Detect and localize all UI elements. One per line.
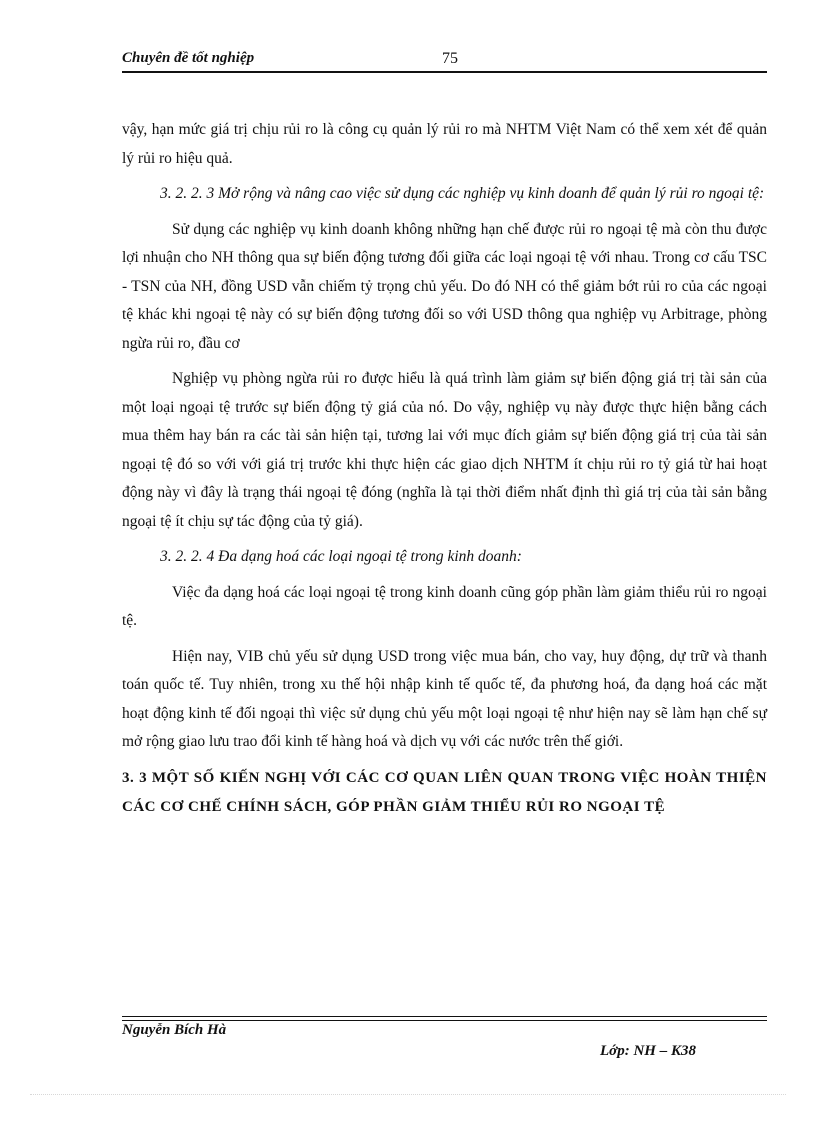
paragraph-hedging: Nghiệp vụ phòng ngừa rủi ro được hiểu là quá trình làm giảm sự biến động giá trị tài sản của một loại ngoại tệ trước sự biến động tỷ giá của nó. Do vậy, nghiệp vụ này được thực hiện bằng cách mua thêm hay bán ra các tài sản hiện tại, tương lai với mục đích giảm sự biến động giá trị của tài sản ngoại tệ đó so với với giá trị trước khi thực hiện các giao dịch NHTM ít chịu rủi ro tỷ giá từ hai hoạt động này vì đây là trạng thái ngoại tệ đóng (nghĩa là tại thời điểm nhất định thì giá trị của tài sản bằng ngoại tệ ít chịu sự tác động của tỷ giá). <box>122 370 767 530</box>
section-heading-3-3: 3. 3 MỘT SỐ KIẾN NGHỊ VỚI CÁC CƠ QUAN LIÊN QUAN TRONG VIỆC HOÀN THIỆN CÁC CƠ CHẾ CHÍNH SÁCH, GÓP PHẦN GIẢM THIỂU RỦI RO NGOẠI TỆ <box>122 769 767 815</box>
page-number: 75 <box>442 50 458 67</box>
paragraph-vib-usd: Hiện nay, VIB chủ yếu sử dụng USD trong việc mua bán, cho vay, huy động, dự trữ và thanh toán quốc tế. Tuy nhiên, trong xu thế hội nhập kinh tế quốc tế, đa phương hoá, đa dạng hoá các mặt hoạt động kinh tế đối ngoại thì việc sử dụng chủ yếu một loại ngoại tệ như hiện nay sẽ làm hạn chế sự mở rộng giao lưu trao đổi kinh tế hàng hoá và dịch vụ với các nước trên thế giới. <box>122 647 767 750</box>
subsection-heading-3-2-2-3: 3. 2. 2. 3 Mở rộng và nâng cao việc sử dụng các nghiệp vụ kinh doanh để quản lý rủi ro ngoại tệ: <box>160 185 765 202</box>
footer-rule <box>122 1016 767 1021</box>
footer-author: Nguyễn Bích Hà <box>122 1022 227 1038</box>
subsection-heading-3-2-2-4: 3. 2. 2. 4 Đa dạng hoá các loại ngoại tệ trong kinh doanh: <box>160 548 522 565</box>
footer-class: Lớp: NH – K38 <box>600 1043 696 1059</box>
paragraph-continuation: vậy, hạn mức giá trị chịu rủi ro là công cụ quản lý rủi ro mà NHTM Việt Nam có thể xem xét để quản lý rủi ro hiệu quả. <box>122 121 767 167</box>
paragraph-business-operations: Sử dụng các nghiệp vụ kinh doanh không những hạn chế được rủi ro ngoại tệ mà còn thu được lợi nhuận cho NH thông qua sự biến động tương đối giữa các loại ngoại tệ với nhau. Trong cơ cấu TSC - TSN của NH, đồng USD vẫn chiếm tỷ trọng chủ yếu. Do đó NH có thể giảm bớt rủi ro của các ngoại tệ khác khi ngoại tệ này có sự biến động tương đối so với USD thông qua nghiệp vụ Arbitrage, phòng ngừa rủi ro, đầu cơ <box>122 220 767 352</box>
document-title: Chuyên đề tốt nghiệp <box>122 50 255 66</box>
page-bottom-divider <box>30 1094 786 1095</box>
page-header <box>122 48 767 72</box>
header-rule <box>122 71 767 73</box>
paragraph-diversification: Việc đa dạng hoá các loại ngoại tệ trong kinh doanh cũng góp phần làm giảm thiểu rủi ro ngoại tệ. <box>122 583 767 629</box>
page-body <box>122 116 767 829</box>
